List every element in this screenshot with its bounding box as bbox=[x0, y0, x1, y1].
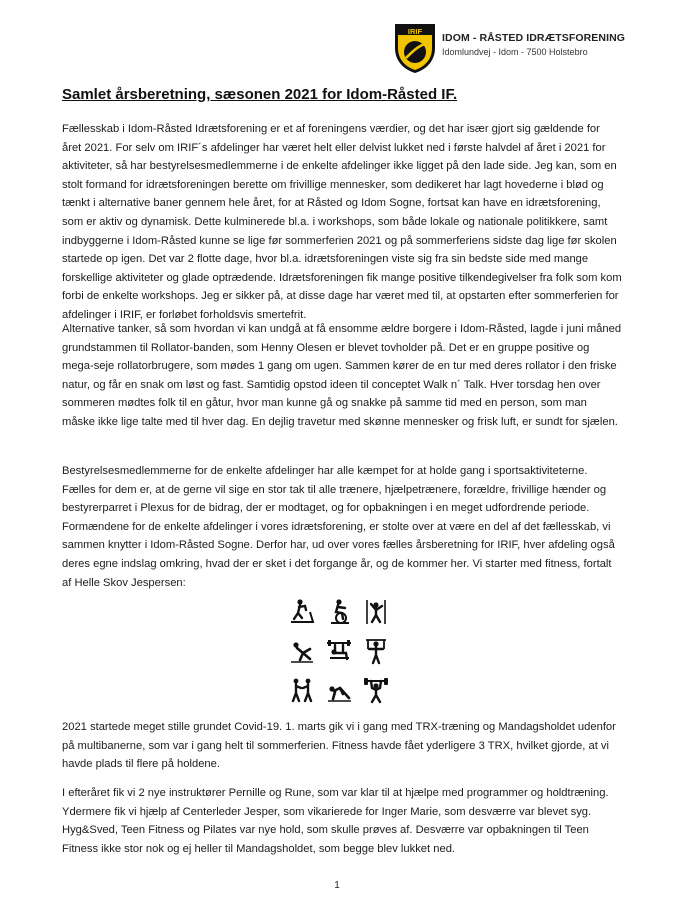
club-logo bbox=[392, 22, 438, 74]
page-number: 1 bbox=[334, 880, 340, 891]
exercise-bike-icon bbox=[325, 598, 353, 626]
weightlifting-icon bbox=[362, 676, 390, 704]
fitness-icons-grid bbox=[286, 596, 392, 706]
paragraph-2: Alternative tanker, så som hvordan vi kan undgå at få ensomme ældre borgere i Idom-Råsted, lagde i juni måned grundstammen til Rollator-banden, som Henny Olesen er blevet tovholder på. Det er en gruppe positive og mega-seje rollatorbrugere, som mødes 1 gang om ugen. Sammen kører de en tur med deres rollator i den friske natur, og får en snak om løst og fast. Samtidig opstod ideen til conceptet Walk n´ Talk. Hver torsdag hen over sommeren mødtes folk til en gåtur, hvor man kunne gå og snakke på samme tid med en person, som man måske ikke lige talte med til hver dag. En dejlig travetur med skønne mennesker og frisk luft, er sundt for sjælen. bbox=[62, 323, 622, 428]
stretching-icon bbox=[288, 637, 316, 665]
svg-text:IRIF: IRIF bbox=[407, 27, 423, 36]
paragraph-1: Fællesskab i Idom-Råsted Idrætsforening er et af foreningens værdier, og det har især gjort sig gældende for året 2021. For selv om IRIF´s afdelinger har været helt eller delvist lukket ned i første halvdel af året i 2021 for aktiviteter, så har bestyrelsesmedlemmerne i de enkelte afdelinger ikke ligget på den lade side. Jeg kan, som en stolt formand for idrætsforeningen berette om frivillige mennesker, som dedikeret har lagt hovederne i blød og tænkt i alternative baner gennem hele året, for at Råsted og Idom Sogne, fortsat kan have en idrætsforening, som er aktiv og dynamisk. Dette kulminerede bl.a. i workshops, som både lokale og nationale politikkere, samt indbyggerne i Idom-Råsted kunne se lige før sommerferien 2021 og på sommerferiens sidste dag lige før skolen startede op igen. Det var 2 flotte dage, hvor bl.a. idrætsforeningen viste sig fra sin bedste side med mange forskellige aktiviteter og glade optrædende. Idrætsforeningen fik mange positive tilkendegivelser fra folk som kom forbi de enkelte workshops. Jeg er sikker på, at disse dage har været med til, at opstarten efter sommerferien for afdelinger i IRIF, er forløbet forholdsvis smertefrit. bbox=[62, 123, 622, 321]
paragraph-3: Bestyrelsesmedlemmerne for de enkelte afdelinger har alle kæmpet for at holde gang i sportsaktiviteterne. Fælles for dem er, at de gerne vil sige en stor tak til alle trænere, hjælpetrænere, forældre, frivillige hænder og bestyrerparret i Plexus for de bidrag, der er modtaget, og for opbakningen i en meget udfordrende periode. Formændene for de enkelte afdelinger i vores idrætsforening, er stolte over at være en del af det fællesskab, vi sammen knytter i Idom-Råsted Sogne. Derfor har, ud over vores fælles årsberetning for IRIF, hver afdeling også deres egne indslag omkring, hvad der er sket i det forgange år, og de kommer her. Vi starter med fitness, fortalt af Helle Skov Jespersen: bbox=[62, 465, 615, 589]
pushup-icon bbox=[325, 676, 353, 704]
treadmill-icon bbox=[288, 598, 316, 626]
bench-press-icon bbox=[325, 637, 353, 665]
paragraph-5: I efteråret fik vi 2 nye instruktører Pernille og Rune, som var klar til at hjælpe med programmer og holdtræning. Ydermere fik vi hjælp af Centerleder Jesper, som vikarierede for Inger Marie, som desværre var blevet syg. Hyg&Sved, Teen Fitness og Pilates var nye hold, som skulle prøves af. Desværre var opbakningen til Teen Fitness ikke stor nok og ej heller til Mandagsholdet, som begge blev lukket ned. bbox=[62, 787, 609, 855]
climbing-icon bbox=[362, 598, 390, 626]
letterhead bbox=[392, 22, 652, 76]
organization-address: Idomlundvej - Idom - 7500 Holstebro bbox=[442, 47, 588, 57]
paragraph-4: 2021 startede meget stille grundet Covid-19. 1. marts gik vi i gang med TRX-træning og Mandagsholdet udenfor på multibanerne, som var i gang helt til sommerferien. Fitness havde fået yderligere 3 TRX, hvilket gjorde, at vi havde plads til flere på holdene. bbox=[62, 721, 616, 771]
cable-machine-icon bbox=[362, 637, 390, 665]
boxing-icon bbox=[288, 676, 316, 704]
document-title: Samlet årsberetning, sæsonen 2021 for Idom-Råsted IF. bbox=[62, 86, 458, 103]
organization-name: IDOM - RÅSTED IDRÆTSFORENING bbox=[442, 32, 626, 44]
